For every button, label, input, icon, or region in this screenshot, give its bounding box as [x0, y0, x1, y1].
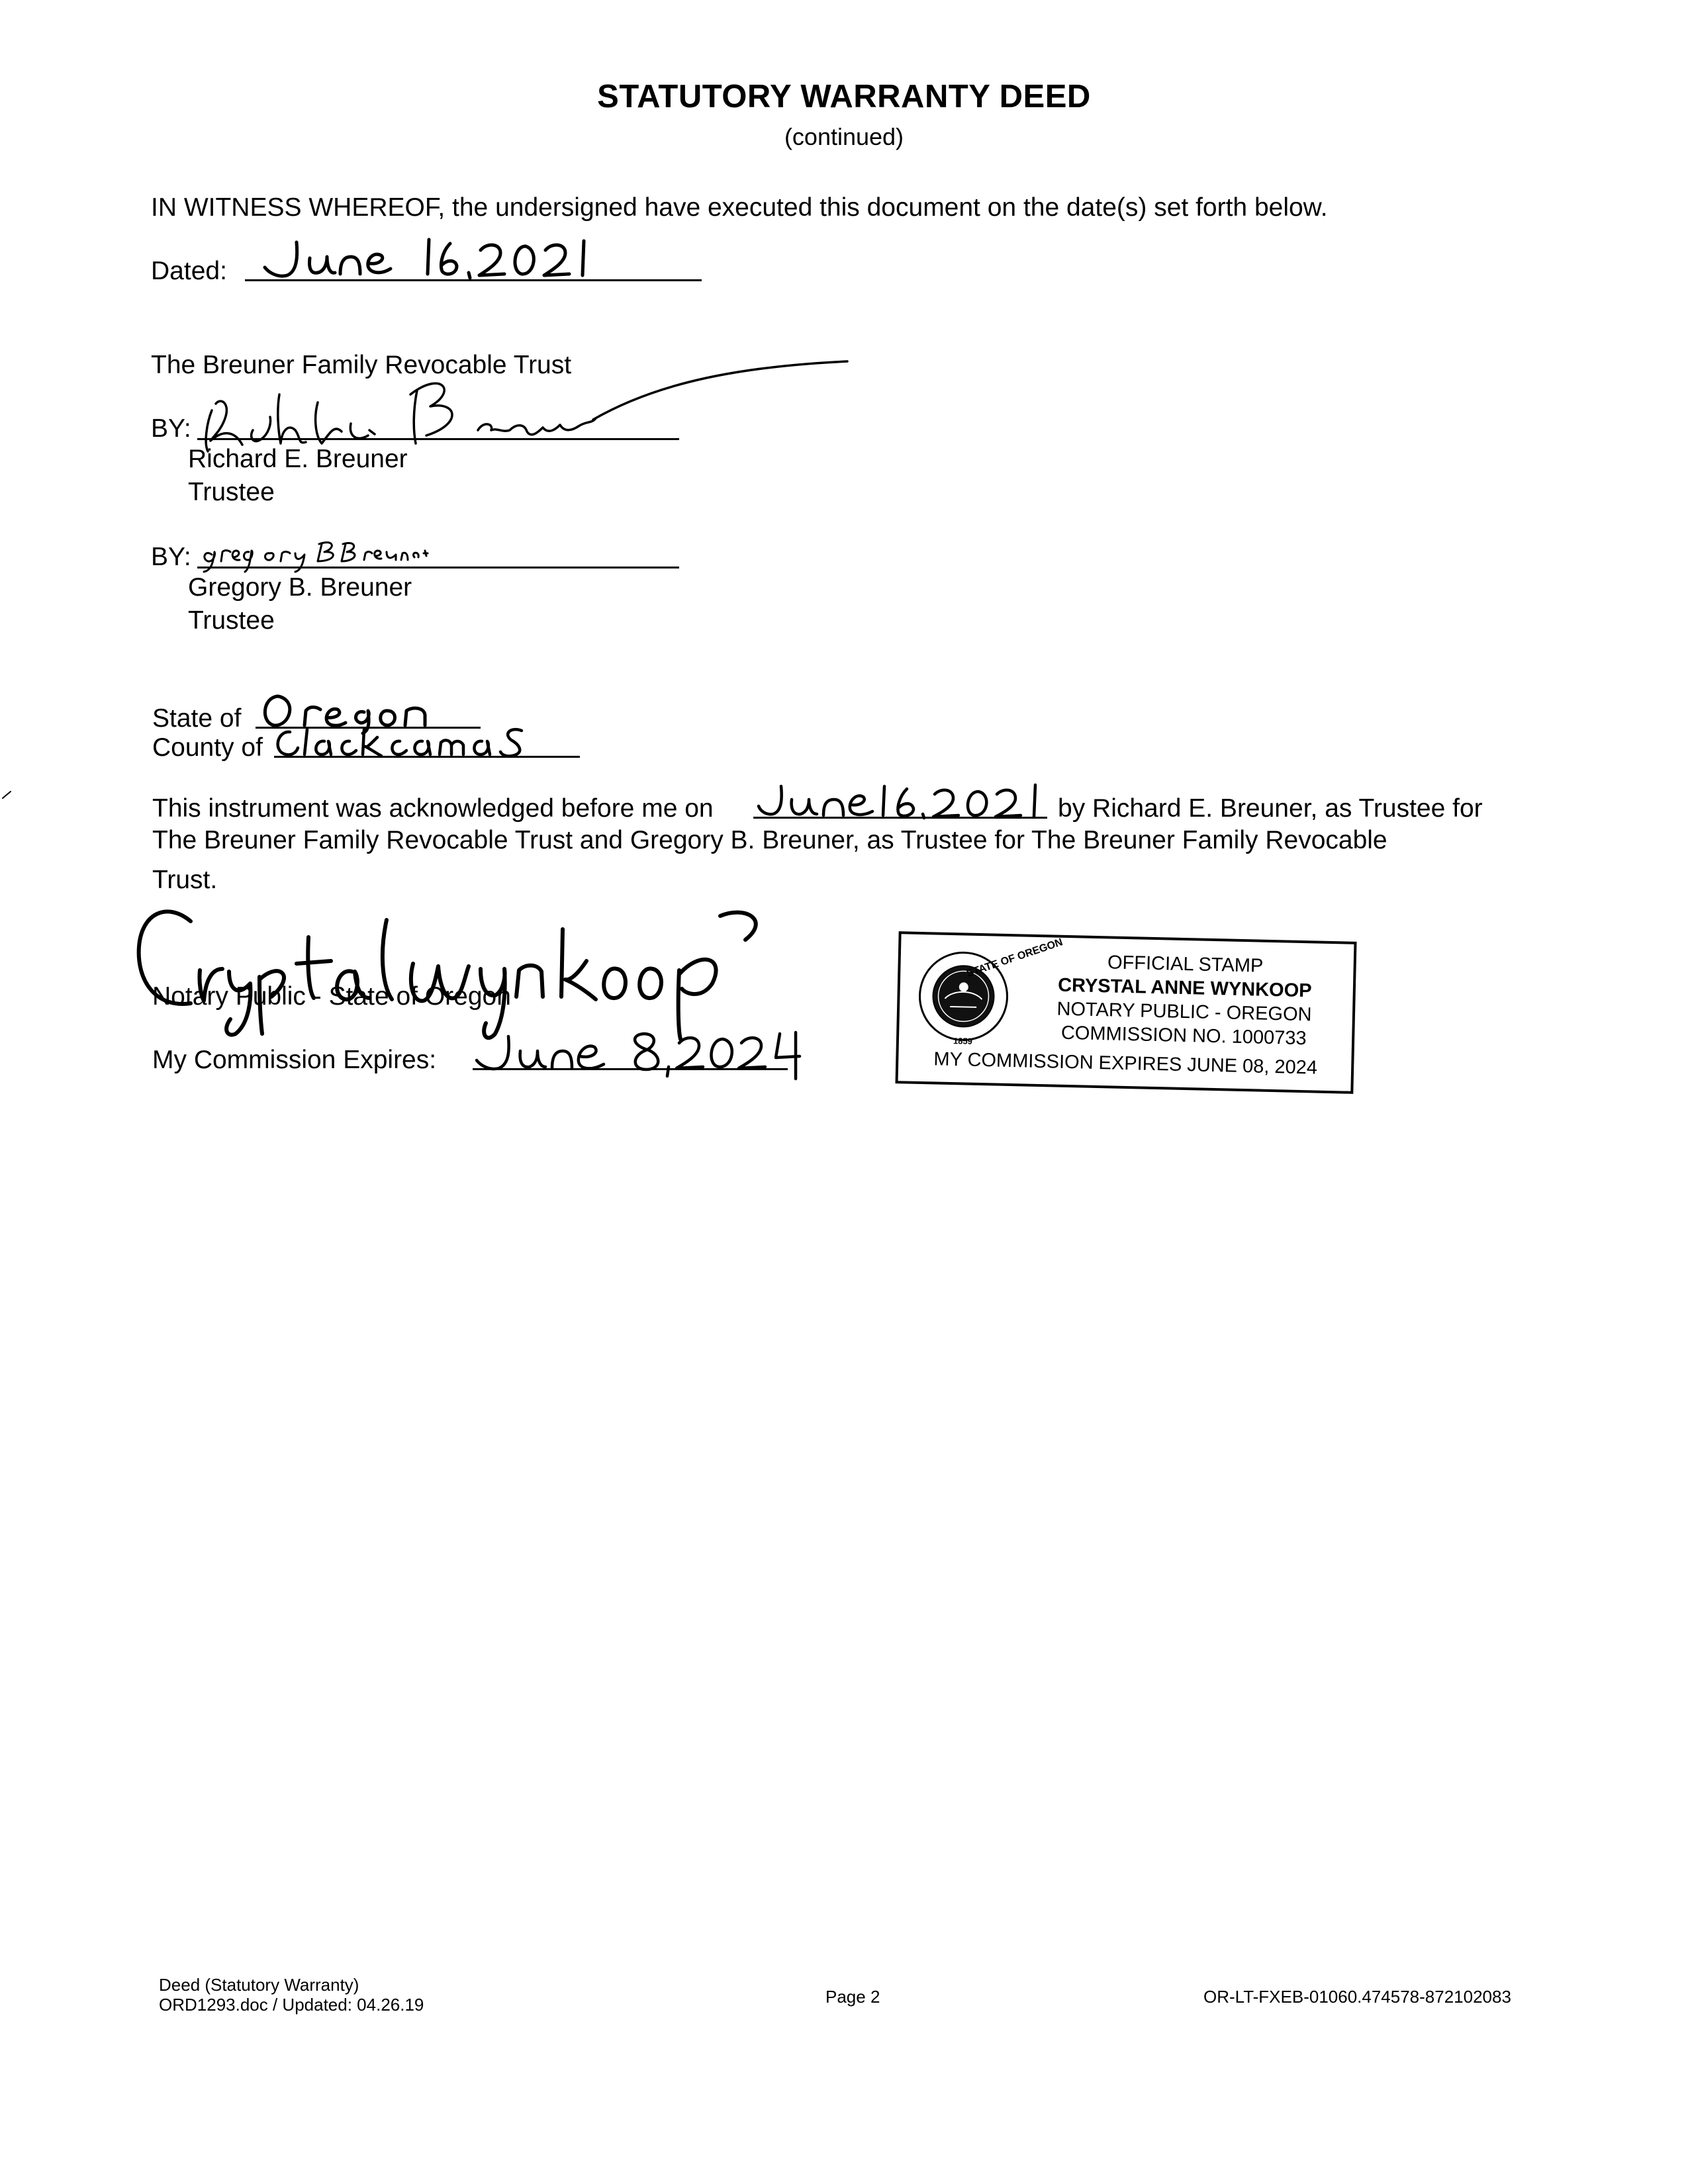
acknowledgment-line-3: Trust. [152, 866, 218, 894]
footer-doc-line-2: ORD1293.doc / Updated: 04.26.19 [159, 1995, 424, 2015]
county-label: County of [152, 733, 263, 762]
commission-handwriting [474, 1030, 818, 1083]
notary-label: Notary Public - State of Oregon [152, 982, 511, 1011]
signer-2-by-label: BY: [151, 543, 191, 571]
acknowledgment-line-2: The Breuner Family Revocable Trust and Gregory B. Breuner, as Trustee for The Breuner Family Revocable [152, 826, 1387, 854]
stamp-notary-name: CRYSTAL ANNE WYNKOOP [1057, 974, 1312, 1002]
stamp-line-1: OFFICIAL STAMP [1107, 952, 1264, 977]
trust-name: The Breuner Family Revocable Trust [151, 351, 572, 379]
commission-label: My Commission Expires: [152, 1046, 437, 1074]
witness-clause: IN WITNESS WHEREOF, the undersigned have executed this document on the date(s) set forth below. [151, 193, 1328, 222]
signer-1-title: Trustee [188, 478, 275, 506]
state-label: State of [152, 704, 242, 733]
notary-signature [130, 897, 812, 1043]
acknowledgment-date-handwriting [755, 781, 1046, 821]
signer-2-signature [199, 535, 490, 574]
signer-2-title: Trustee [188, 606, 275, 635]
stamp-line-3: NOTARY PUBLIC - OREGON [1056, 998, 1312, 1026]
official-notary-stamp [895, 931, 1356, 1094]
acknowledgment-prefix: This instrument was acknowledged before me on [152, 794, 714, 823]
dated-handwriting [258, 232, 669, 291]
seal-text: STATE OF OREGON [964, 936, 1064, 980]
document-title: STATUTORY WARRANTY DEED [597, 79, 1091, 114]
signer-1-signature [192, 331, 854, 457]
footer-doc-line-1: Deed (Statutory Warranty) [159, 1975, 359, 1995]
county-handwriting [271, 721, 563, 761]
document-subtitle: (continued) [784, 123, 904, 150]
signer-1-name: Richard E. Breuner [188, 445, 408, 473]
margin-mark [0, 788, 13, 801]
dated-label: Dated: [151, 257, 227, 285]
footer-reference-number: OR-LT-FXEB-01060.474578-872102083 [1203, 1987, 1511, 2007]
footer-page-number: Page 2 [825, 1987, 880, 2007]
signer-2-name: Gregory B. Breuner [188, 573, 412, 602]
stamp-commission-number: COMMISSION NO. 1000733 [1060, 1022, 1307, 1050]
acknowledgment-suffix: by Richard E. Breuner, as Trustee for [1058, 794, 1483, 823]
seal-year: 1859 [953, 1036, 973, 1046]
stamp-expiration: MY COMMISSION EXPIRES JUNE 08, 2024 [933, 1048, 1318, 1079]
signer-1-by-label: BY: [151, 414, 191, 443]
stamp-text-block [1025, 949, 1344, 1052]
